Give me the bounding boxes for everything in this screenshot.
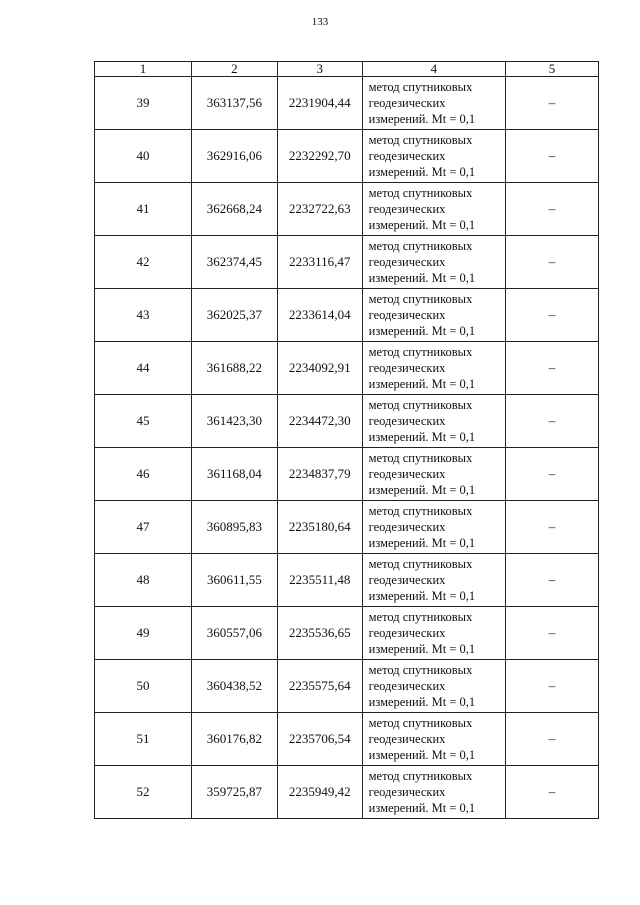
method-line: геодезических [368,255,446,269]
point-number-cell: 47 [95,501,192,554]
note-cell: – [506,289,599,342]
coordinate-x-cell: 362374,45 [191,236,277,289]
column-header-4: 4 [362,62,505,77]
coordinate-y-cell: 2234472,30 [277,395,362,448]
coordinate-x-cell: 362025,37 [191,289,277,342]
method-line: измерений. Mt = 0,1 [368,165,476,179]
point-number-cell: 48 [95,554,192,607]
coordinate-y-cell: 2235706,54 [277,713,362,766]
method-line: измерений. Mt = 0,1 [368,536,476,550]
method-line: геодезических [368,361,446,375]
method-cell [362,183,505,236]
method-line: геодезических [368,520,446,534]
point-number-cell: 40 [95,130,192,183]
method-cell [362,713,505,766]
coordinates-table [94,61,599,819]
coordinate-x-cell: 363137,56 [191,77,277,130]
method-line: метод спутниковых [368,80,473,94]
point-number-cell: 45 [95,395,192,448]
method-line: геодезических [368,467,446,481]
table-row [95,660,599,713]
table-row [95,77,599,130]
table-row [95,607,599,660]
coordinate-y-cell: 2235511,48 [277,554,362,607]
method-line: геодезических [368,785,446,799]
method-line: метод спутниковых [368,292,473,306]
table-row [95,342,599,395]
method-line: геодезических [368,414,446,428]
method-cell [362,395,505,448]
coordinate-x-cell: 360176,82 [191,713,277,766]
method-line: измерений. Mt = 0,1 [368,271,476,285]
coordinate-y-cell: 2234837,79 [277,448,362,501]
method-line: геодезических [368,679,446,693]
coordinate-y-cell: 2233614,04 [277,289,362,342]
note-cell: – [506,501,599,554]
method-line: геодезических [368,202,446,216]
table-row [95,501,599,554]
method-line: метод спутниковых [368,716,473,730]
coordinate-y-cell: 2232722,63 [277,183,362,236]
method-cell [362,236,505,289]
coordinate-x-cell: 359725,87 [191,766,277,819]
method-line: метод спутниковых [368,398,473,412]
method-cell [362,554,505,607]
method-line: метод спутниковых [368,663,473,677]
table-row [95,766,599,819]
method-cell [362,342,505,395]
method-cell [362,501,505,554]
coordinate-y-cell: 2232292,70 [277,130,362,183]
coordinate-x-cell: 360611,55 [191,554,277,607]
method-cell [362,766,505,819]
method-line: измерений. Mt = 0,1 [368,430,476,444]
table-row [95,554,599,607]
method-cell [362,448,505,501]
point-number-cell: 46 [95,448,192,501]
coordinate-y-cell: 2233116,47 [277,236,362,289]
note-cell: – [506,448,599,501]
method-line: метод спутниковых [368,186,473,200]
column-header-2: 2 [191,62,277,77]
coordinate-x-cell: 360557,06 [191,607,277,660]
column-header-5: 5 [506,62,599,77]
note-cell: – [506,236,599,289]
method-line: геодезических [368,96,446,110]
coordinate-x-cell: 362668,24 [191,183,277,236]
point-number-cell: 41 [95,183,192,236]
note-cell: – [506,766,599,819]
method-line: измерений. Mt = 0,1 [368,642,476,656]
column-header-3: 3 [277,62,362,77]
note-cell: – [506,77,599,130]
method-cell [362,130,505,183]
point-number-cell: 52 [95,766,192,819]
method-line: геодезических [368,732,446,746]
table-row [95,713,599,766]
coordinate-y-cell: 2235949,42 [277,766,362,819]
method-line: геодезических [368,573,446,587]
column-header-1: 1 [95,62,192,77]
point-number-cell: 49 [95,607,192,660]
point-number-cell: 39 [95,77,192,130]
note-cell: – [506,607,599,660]
method-line: метод спутниковых [368,610,473,624]
note-cell: – [506,130,599,183]
note-cell: – [506,660,599,713]
coordinate-x-cell: 360438,52 [191,660,277,713]
coordinate-y-cell: 2231904,44 [277,77,362,130]
coordinate-x-cell: 360895,83 [191,501,277,554]
method-line: метод спутниковых [368,557,473,571]
method-cell [362,660,505,713]
method-line: измерений. Mt = 0,1 [368,748,476,762]
coordinate-y-cell: 2235180,64 [277,501,362,554]
method-line: метод спутниковых [368,769,473,783]
coordinate-x-cell: 361168,04 [191,448,277,501]
method-line: измерений. Mt = 0,1 [368,483,476,497]
coordinate-x-cell: 361423,30 [191,395,277,448]
table-row [95,289,599,342]
method-line: измерений. Mt = 0,1 [368,324,476,338]
method-line: измерений. Mt = 0,1 [368,801,476,815]
note-cell: – [506,342,599,395]
coordinate-x-cell: 362916,06 [191,130,277,183]
method-line: измерений. Mt = 0,1 [368,589,476,603]
method-line: измерений. Mt = 0,1 [368,377,476,391]
table-row [95,236,599,289]
point-number-cell: 51 [95,713,192,766]
method-cell [362,289,505,342]
method-line: метод спутниковых [368,504,473,518]
table-row [95,130,599,183]
point-number-cell: 42 [95,236,192,289]
note-cell: – [506,183,599,236]
method-cell [362,607,505,660]
coordinate-y-cell: 2235536,65 [277,607,362,660]
method-line: метод спутниковых [368,133,473,147]
point-number-cell: 44 [95,342,192,395]
note-cell: – [506,554,599,607]
method-line: метод спутниковых [368,451,473,465]
coordinate-x-cell: 361688,22 [191,342,277,395]
coordinate-y-cell: 2235575,64 [277,660,362,713]
method-line: геодезических [368,308,446,322]
table-row [95,183,599,236]
coordinate-y-cell: 2234092,91 [277,342,362,395]
method-line: измерений. Mt = 0,1 [368,695,476,709]
method-line: геодезических [368,149,446,163]
table-body [95,77,599,819]
method-line: измерений. Mt = 0,1 [368,112,476,126]
method-line: измерений. Mt = 0,1 [368,218,476,232]
note-cell: – [506,713,599,766]
point-number-cell: 43 [95,289,192,342]
table-row [95,395,599,448]
method-line: геодезических [368,626,446,640]
page-number: 133 [311,16,329,28]
method-line: метод спутниковых [368,239,473,253]
point-number-cell: 50 [95,660,192,713]
table-header-row [95,62,599,77]
note-cell: – [506,395,599,448]
method-cell [362,77,505,130]
method-line: метод спутниковых [368,345,473,359]
table-row [95,448,599,501]
